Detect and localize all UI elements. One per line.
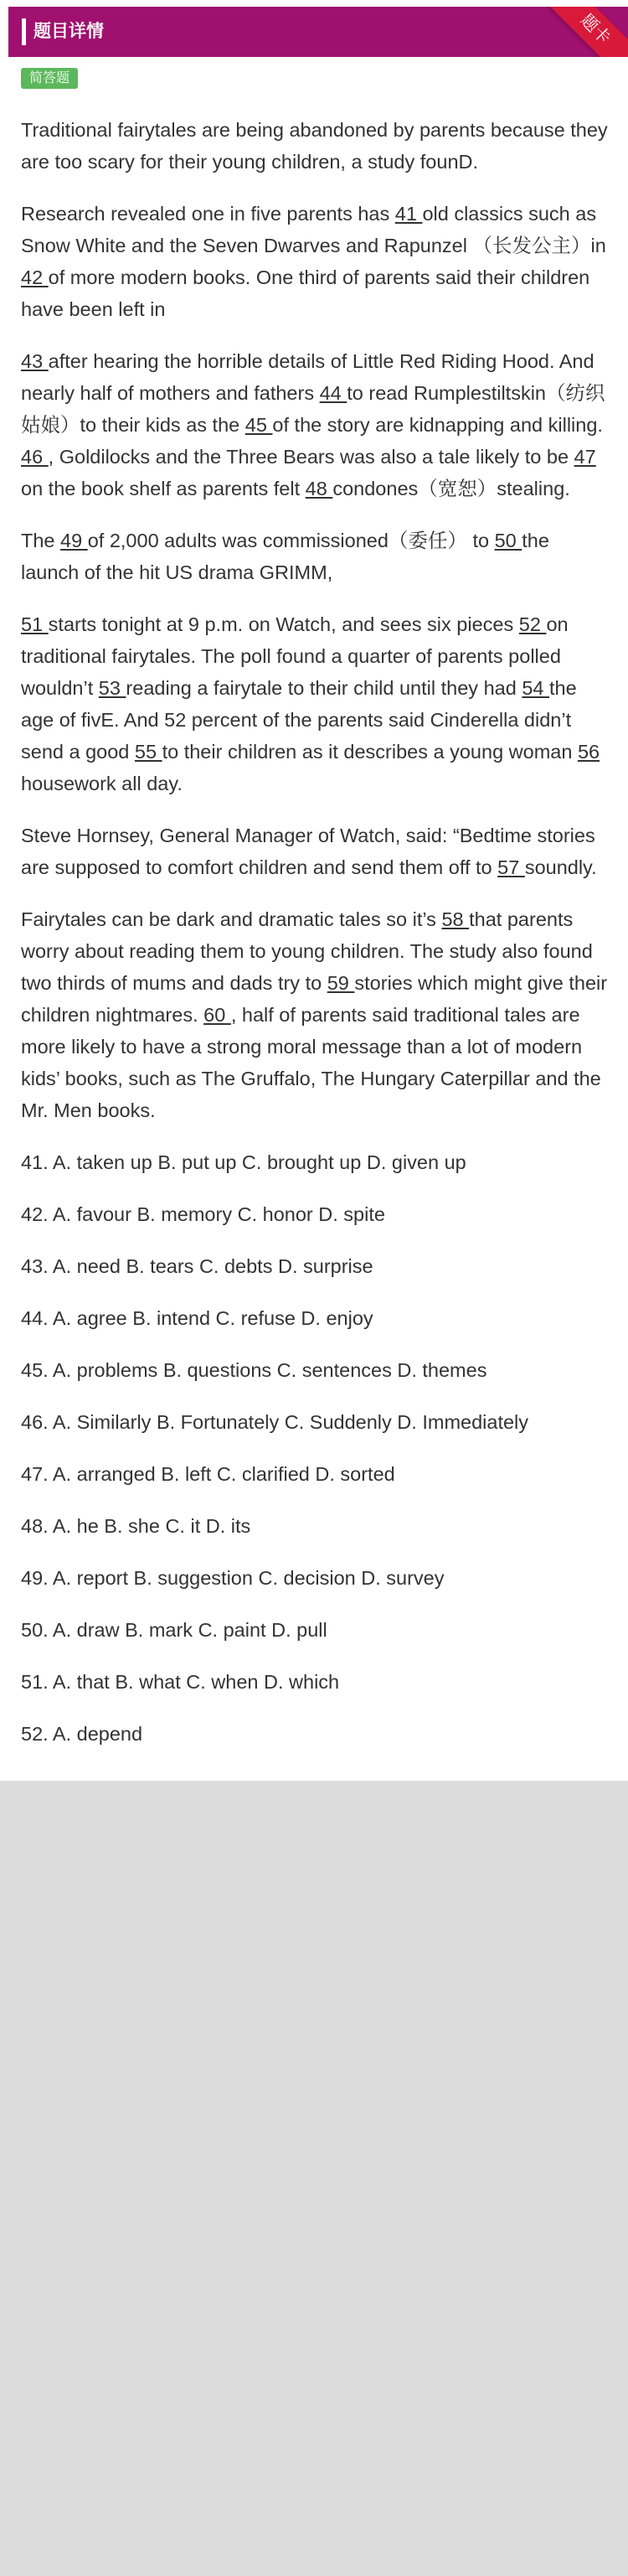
passage-text: condones（宽恕）stealing.	[332, 478, 570, 499]
blank-number: 55	[134, 741, 162, 763]
blank-number: 52	[518, 613, 547, 635]
blank-number: 45	[245, 414, 273, 436]
passage-text: stories which might give their children nightmares.	[21, 972, 608, 1026]
option-item: 45. A. problems B. questions C. sentences D. themes	[21, 1359, 487, 1381]
option-item: 46. A. Similarly B. Fortunately C. Suddenly D. Immediately	[21, 1411, 529, 1433]
blank-number: 48	[305, 478, 333, 499]
passage-paragraph	[21, 114, 609, 178]
blank-number: 41	[394, 203, 423, 225]
passage-text: starts tonight at 9 p.m. on Watch, and sees six pieces	[48, 613, 519, 635]
option-item: 44. A. agree B. intend C. refuse D. enjoy	[21, 1307, 373, 1329]
blank-number: 42	[21, 266, 49, 288]
option-item: 47. A. arranged B. left C. clarified D. sorted	[21, 1463, 395, 1485]
passage-text: to read Rumplestiltskin（纺织姑娘）to their kids as the	[21, 382, 605, 436]
blank-number: 54	[522, 677, 549, 699]
blank-number: 47	[574, 446, 596, 468]
question-type-badge: 简答题	[21, 68, 78, 89]
passage-text: on the book shelf as parents felt	[21, 478, 306, 499]
passage-text: The	[21, 530, 61, 551]
option-item: 41. A. taken up B. put up C. brought up D. given up	[21, 1151, 466, 1173]
passage	[21, 114, 609, 1126]
passage-paragraph	[21, 525, 609, 588]
passage-text: Traditional fairytales are being abandoned by parents because they are too scary for their young children, a study founD.	[21, 119, 608, 173]
blank-number: 58	[441, 908, 470, 930]
passage-text: reading a fairytale to their child until they had	[126, 677, 522, 699]
passage-text: Steve Hornsey, General Manager of Watch, said: “Bedtime stories are supposed to comfort children and send them off to	[21, 825, 595, 878]
passage-text: the age of fivE. And 52 percent of the parents said Cinderella didn’t send a good	[21, 677, 577, 763]
passage-paragraph	[21, 820, 609, 883]
passage-text: the launch of the hit US drama GRIMM,	[21, 530, 549, 583]
blank-number: 53	[98, 677, 126, 699]
blank-number: 46	[21, 446, 49, 468]
option-item: 42. A. favour B. memory C. honor D. spite	[21, 1203, 385, 1225]
answer-card-ribbon[interactable]: 题卡	[540, 7, 628, 57]
passage-text: , Goldilocks and the Three Bears was also a tale likely to be	[48, 446, 574, 468]
passage-text: that parents worry about reading them to young children. The study also found two thirds of mums and dads try to	[21, 908, 593, 994]
passage-text: of 2,000 adults was commissioned（委任） to	[87, 530, 495, 551]
header-bar	[8, 7, 628, 57]
option-item: 48. A. he B. she C. it D. its	[21, 1515, 251, 1537]
passage-text: after hearing the horrible details of Little Red Riding Hood. And nearly half of mothers and fathers	[21, 350, 595, 404]
options-list	[21, 1146, 609, 1750]
passage-paragraph	[21, 903, 609, 1126]
passage-paragraph	[21, 608, 609, 799]
passage-text: to their children as it describes a young woman	[162, 741, 578, 763]
blank-number: 59	[327, 972, 355, 994]
blank-number: 43	[21, 350, 49, 372]
passage-paragraph	[21, 345, 609, 504]
header-accent	[22, 18, 26, 45]
passage-text: soundly.	[524, 856, 597, 878]
blank-number: 50	[494, 530, 522, 551]
passage-text: Research revealed one in five parents has	[21, 203, 395, 225]
passage-text: of more modern books. One third of parents said their children have been left in	[21, 266, 590, 320]
page-title: 题目详情	[33, 22, 104, 41]
blank-number: 44	[319, 382, 347, 404]
blank-number: 56	[577, 741, 600, 763]
option-item: 50. A. draw B. mark C. paint D. pull	[21, 1619, 327, 1641]
option-item: 43. A. need B. tears C. debts D. surprise	[21, 1255, 373, 1277]
passage-text: , half of parents said traditional tales are more likely to have a strong moral message than a lot of modern kids’ books, such as The Gruffalo, The Hungary Caterpillar and the Mr. Men books.	[21, 1004, 601, 1121]
option-item: 51. A. that B. what C. when D. which	[21, 1671, 340, 1693]
passage-text: of the story are kidnapping and killing.	[272, 414, 603, 436]
blank-number: 57	[497, 856, 525, 878]
blank-number: 51	[21, 613, 49, 635]
option-item: 52. A. depend	[21, 1723, 143, 1745]
passage-text: on traditional fairytales. The poll found a quarter of parents polled wouldn’t	[21, 613, 569, 699]
option-item: 49. A. report B. suggestion C. decision D. survey	[21, 1567, 445, 1589]
blank-number: 49	[60, 530, 88, 551]
passage-text: housework all day.	[21, 773, 183, 794]
passage-text: Fairytales can be dark and dramatic tales so it’s	[21, 908, 442, 930]
passage-text: old classics such as Snow White and the Seven Dwarves and Rapunzel （长发公主）in	[21, 203, 606, 256]
passage-paragraph	[21, 198, 609, 325]
blank-number: 60	[203, 1004, 231, 1026]
question-content	[21, 114, 609, 1770]
